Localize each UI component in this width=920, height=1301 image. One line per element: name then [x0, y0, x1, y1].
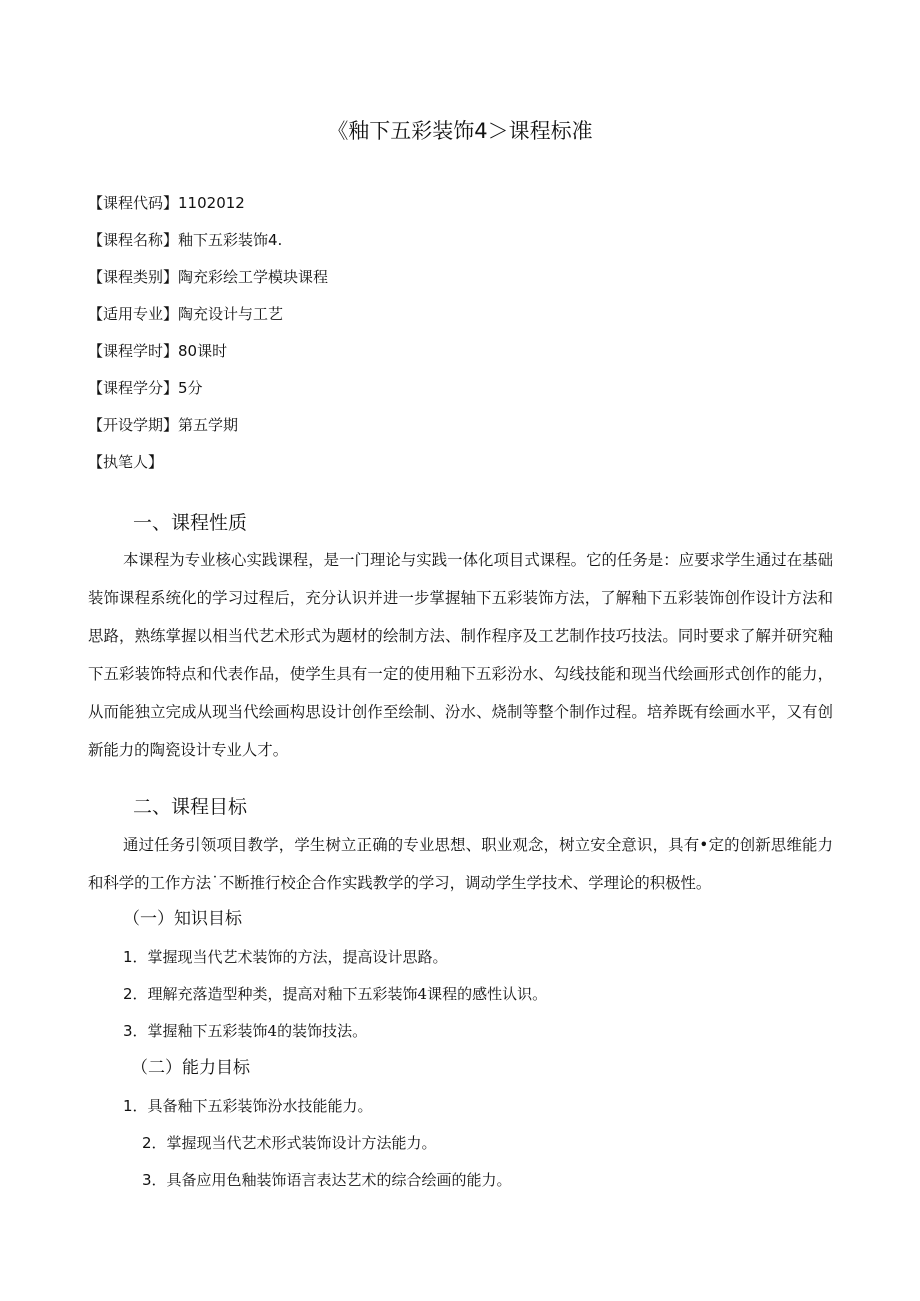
subheading-ability-goals: （二）能力目标 — [131, 1058, 250, 1078]
meta-course-code — [88, 192, 245, 214]
meta-value: 陶充彩绘工学模块课程 — [178, 268, 329, 286]
item-text: ．掌握釉下五彩装饰4的装饰技法。 — [132, 1022, 368, 1040]
meta-value: 1102012 — [178, 194, 245, 212]
item-text: ．具备釉下五彩装饰汾水技能能力。 — [132, 1097, 373, 1115]
section-body-objectives: 通过任务引领项目教学，学生树立正确的专业思想、职业观念，树立安全意识，具有•定的创新思维能力和科学的工作方法˙不断推行校企合作实践教学的学习，调动学生学技术、学理论的积极性。 — [88, 836, 833, 892]
list-item — [123, 1095, 373, 1118]
meta-label: 【课程名称】 — [88, 231, 179, 249]
meta-value: 80课时 — [178, 342, 228, 360]
meta-label: 【课程代码】 — [88, 194, 179, 212]
meta-course-name — [88, 229, 282, 251]
meta-label: 【执笔人】 — [88, 453, 164, 471]
list-item — [123, 983, 547, 1006]
list-item — [123, 1020, 367, 1043]
item-number: 3 — [142, 1171, 152, 1189]
meta-credits — [88, 377, 203, 399]
item-number: 3 — [123, 1022, 133, 1040]
section-body-nature: 本课程为专业核心实践课程，是一门理论与实践一体化项目式课程。它的任务是：应要求学生通过在基础装饰课程系统化的学习过程后，充分认识并进一步掌握轴下五彩装饰方法，了解釉下五彩装饰创作设计方法和思路，熟练掌握以相当代艺术形式为题材的绘制方法、制作程序及工艺制作技巧技法。同时要求了解并研究釉下五彩装饰特点和代表作品，使学生具有一定的使用釉下五彩汾水、勾线技能和现当代绘画形式创作的能力，从而能独立完成从现当代绘画构思设计创作至绘制、汾水、烧制等整个制作过程。培养既有绘画水平，又有创新能力的陶瓷设计专业人才。 — [88, 551, 833, 759]
meta-semester — [88, 414, 238, 436]
item-text: ．理解充落造型种类，提高对釉下五彩装饰4课程的感性认识。 — [132, 985, 548, 1003]
section-heading-nature: 一、课程性质 — [133, 512, 248, 534]
meta-label: 【课程学时】 — [88, 342, 179, 360]
list-item — [142, 1132, 437, 1155]
meta-label: 【适用专业】 — [88, 305, 179, 323]
meta-hours — [88, 340, 227, 362]
meta-author — [88, 451, 163, 473]
meta-major — [88, 303, 283, 325]
list-item — [123, 946, 448, 969]
meta-label: 【课程类别】 — [88, 268, 179, 286]
item-text: ．具备应用色釉装饰语言表达艺术的综合绘画的能力。 — [151, 1171, 512, 1189]
meta-value: 釉下五彩装饰4. — [178, 231, 283, 249]
meta-course-category — [88, 266, 328, 288]
subheading-knowledge-goals: （一）知识目标 — [123, 909, 242, 929]
item-number: 1 — [123, 948, 133, 966]
document-title: 《釉下五彩装饰4＞课程标准 — [327, 119, 593, 143]
meta-value: 第五学期 — [178, 416, 239, 434]
item-text: ．掌握现当代艺术装饰的方法，提高设计思路。 — [132, 948, 448, 966]
meta-label: 【开设学期】 — [88, 416, 179, 434]
item-text: ．掌握现当代艺术形式装饰设计方法能力。 — [151, 1134, 437, 1152]
meta-label: 【课程学分】 — [88, 379, 179, 397]
item-number: 1 — [123, 1097, 133, 1115]
meta-value: 5分 — [178, 379, 203, 397]
meta-value: 陶充设计与工艺 — [178, 305, 284, 323]
list-item — [142, 1169, 512, 1192]
item-number: 2 — [123, 985, 133, 1003]
item-number: 2 — [142, 1134, 152, 1152]
section-heading-objectives: 二、课程目标 — [133, 796, 248, 818]
